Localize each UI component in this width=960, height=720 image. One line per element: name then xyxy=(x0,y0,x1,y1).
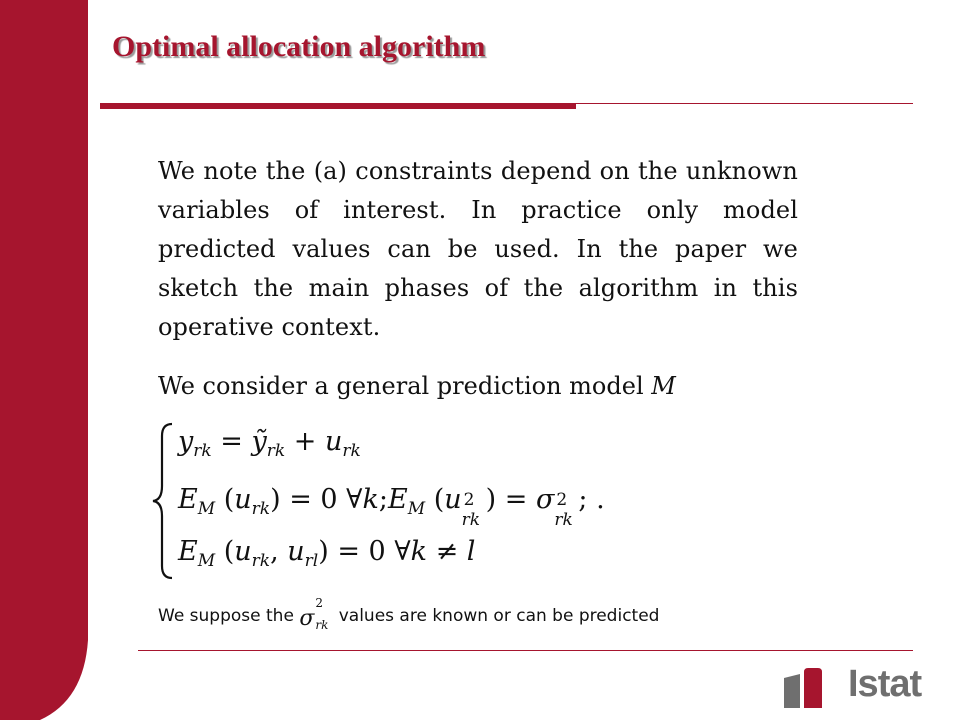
assumption-line xyxy=(158,596,660,632)
brace-icon xyxy=(150,420,176,582)
equation-3: $E_M$ ($u_{rk}$, $u_{rl}) = 0$ ∀k ≠ l xyxy=(178,536,476,571)
model-symbol: M xyxy=(651,372,676,400)
assumption-suffix: values are known or can be predicted xyxy=(338,606,660,626)
equation-1: $y_{rk}$ = $ỹ_{rk} + u_{rk}$ xyxy=(178,426,361,461)
model-intro xyxy=(158,372,676,400)
slide-title: Optimal allocation algorithm xyxy=(112,30,486,63)
left-accent-band xyxy=(0,0,88,720)
title-underline xyxy=(100,103,576,109)
model-intro-text: We consider a general prediction model xyxy=(158,372,644,400)
title-underline-thin xyxy=(576,103,913,104)
sigma-rk-squared-symbol: σ 2 rk xyxy=(299,596,329,632)
equation-2: $E_M$ $(u_{rk}) = 0$ $\forall k;E_M$ (u 2 rk ) = σ 2 rk ; . xyxy=(178,484,605,530)
logo-text: Istat xyxy=(848,663,922,705)
body-paragraph: We note the (a) constraints depend on the unknown variables of interest. In practice only model predicted values can be used. In the paper we sketch the main phases of the algorithm in this operative context. xyxy=(158,157,798,341)
assumption-prefix: We suppose the xyxy=(158,606,294,626)
footer-rule xyxy=(138,650,913,651)
model-equations xyxy=(150,420,650,582)
